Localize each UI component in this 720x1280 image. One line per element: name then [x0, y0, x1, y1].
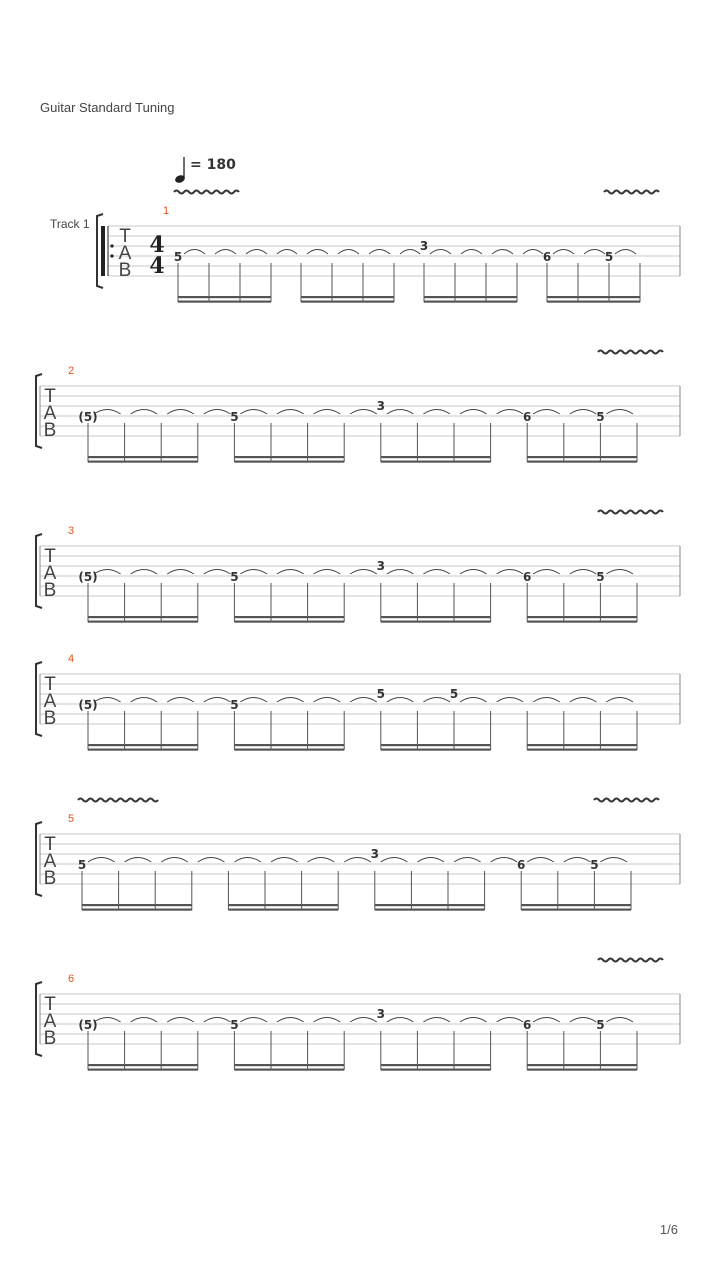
tie-slur [277, 698, 304, 703]
tie-slur [606, 1018, 633, 1023]
tie-slur [277, 1018, 304, 1023]
tab-letter-b: B [43, 580, 57, 601]
tie-slur [570, 570, 597, 575]
beam [234, 616, 344, 618]
tie-slur [308, 858, 335, 863]
beam [82, 909, 192, 911]
tie-slur [460, 698, 487, 703]
tie-slur [307, 250, 328, 255]
beam [527, 456, 637, 458]
fret-number: (5) [78, 698, 98, 712]
fret-number: 6 [523, 410, 532, 424]
beam [375, 909, 485, 911]
tie-slur [369, 250, 390, 255]
beam [521, 904, 631, 906]
measure-number: 4 [67, 653, 75, 665]
page-indicator: 1/6 [659, 1222, 678, 1237]
tie-slur [497, 570, 524, 575]
beam [88, 461, 198, 463]
beam [375, 904, 485, 906]
tie-slur [584, 250, 605, 255]
tie-slur [533, 1018, 560, 1023]
beam [424, 301, 517, 303]
tie-slur [240, 698, 267, 703]
tab-letter-b: B [43, 868, 57, 889]
tie-slur [564, 858, 591, 863]
tie-slur [277, 410, 304, 415]
system-bracket [36, 534, 42, 608]
fret-number: 5 [77, 858, 87, 872]
tie-slur [204, 1018, 231, 1023]
tie-slur [381, 858, 408, 863]
beam [381, 621, 491, 623]
system-bracket [36, 822, 42, 896]
beam [547, 296, 640, 298]
beam [424, 296, 517, 298]
tie-slur [167, 410, 194, 415]
beam [234, 461, 344, 463]
tie-slur [570, 1018, 597, 1023]
tie-slur [523, 250, 543, 255]
tie-slur [167, 1018, 194, 1023]
vibrato-mark [78, 799, 158, 802]
beam [88, 749, 198, 751]
fret-number: (5) [78, 1018, 98, 1032]
tie-slur [615, 250, 636, 255]
tab-letter-t: T [44, 674, 56, 695]
vibrato-mark [598, 511, 663, 514]
tie-slur [492, 250, 513, 255]
fret-number: 5 [230, 1018, 239, 1032]
tie-slur [460, 570, 487, 575]
tie-slur [338, 250, 359, 255]
tie-slur [460, 410, 487, 415]
fret-number: (5) [78, 410, 98, 424]
tie-slur [314, 410, 341, 415]
tab-letter-a: A [43, 691, 57, 712]
beam [178, 296, 271, 298]
tie-slur [204, 570, 231, 575]
beam [88, 1069, 198, 1071]
repeat-thick-bar [101, 226, 105, 276]
beam [381, 461, 491, 463]
fret-number: (5) [78, 570, 98, 584]
tab-system [36, 822, 680, 911]
beam [527, 621, 637, 623]
tie-slur [94, 570, 121, 575]
fret-number: 5 [230, 698, 239, 712]
tie-slur [606, 410, 633, 415]
tab-letter-a: A [118, 243, 132, 264]
tie-slur [497, 1018, 524, 1023]
fret-number: 6 [523, 1018, 532, 1032]
tab-letter-t: T [119, 226, 131, 247]
tab-system [36, 534, 680, 623]
beam [234, 1064, 344, 1066]
tab-letter-a: A [43, 403, 57, 424]
beam [88, 621, 198, 623]
tie-slur [460, 1018, 487, 1023]
tie-slur [277, 570, 304, 575]
tie-slur [125, 858, 152, 863]
fret-number: 3 [419, 239, 429, 253]
beam [234, 749, 344, 751]
vibrato-mark [604, 191, 659, 194]
tie-slur [131, 410, 158, 415]
tab-letter-a: A [43, 563, 57, 584]
fret-number: 3 [376, 559, 385, 573]
repeat-dot [110, 254, 113, 257]
tie-slur [234, 858, 261, 863]
tie-slur [430, 250, 451, 255]
tie-slur [161, 858, 188, 863]
tie-slur [400, 250, 420, 255]
tie-slur [570, 410, 597, 415]
tie-slur [350, 410, 377, 415]
tie-slur [314, 570, 341, 575]
tab-letter-t: T [44, 834, 56, 855]
tie-slur [461, 250, 482, 255]
measure-number: 3 [67, 525, 75, 537]
measure-number: 5 [67, 813, 75, 825]
tab-letter-b: B [43, 420, 57, 441]
beam [527, 1069, 637, 1071]
tab-letter-b: B [43, 708, 57, 729]
beam [381, 1069, 491, 1071]
tie-slur [533, 410, 560, 415]
beam [521, 909, 631, 911]
tab-system [36, 374, 680, 463]
time-sig-bottom: 4 [149, 253, 165, 279]
fret-number: 5 [230, 410, 239, 424]
tie-slur [497, 410, 524, 415]
tab-letter-t: T [44, 546, 56, 567]
beam [527, 461, 637, 463]
tab-system [97, 214, 680, 303]
fret-number: 5 [590, 858, 599, 872]
beam [88, 616, 198, 618]
fret-number: 5 [604, 250, 614, 264]
beam [88, 456, 198, 458]
tie-slur [344, 858, 371, 863]
fret-number: 5 [596, 1018, 605, 1032]
tie-slur [94, 1018, 121, 1023]
tab-letter-b: B [43, 1028, 57, 1049]
beam [527, 744, 637, 746]
repeat-dot [110, 244, 113, 247]
tie-slur [184, 250, 205, 255]
fret-number: 6 [542, 250, 552, 264]
fret-number: 5 [449, 687, 459, 701]
tie-slur [454, 858, 481, 863]
fret-number: 5 [596, 570, 605, 584]
tie-slur [600, 858, 627, 863]
tie-slur [314, 1018, 341, 1023]
tie-slur [204, 698, 231, 703]
tie-slur [94, 698, 121, 703]
tab-system [36, 662, 680, 751]
measure-number: 6 [67, 973, 75, 985]
tab-system [36, 982, 680, 1071]
tie-slur [606, 570, 633, 575]
tie-slur [240, 1018, 267, 1023]
beam [82, 904, 192, 906]
tie-slur [606, 698, 633, 703]
measure-number: 2 [67, 365, 75, 377]
tab-letter-a: A [43, 851, 57, 872]
beam [88, 744, 198, 746]
beam [527, 616, 637, 618]
system-bracket [36, 662, 42, 736]
time-sig-top: 4 [149, 232, 165, 258]
tie-slur [423, 698, 450, 703]
beam [234, 456, 344, 458]
beam [527, 1064, 637, 1066]
tie-slur [387, 570, 414, 575]
vibrato-mark [594, 799, 659, 802]
fret-number: 5 [230, 570, 239, 584]
beam [381, 1064, 491, 1066]
beam [234, 1069, 344, 1071]
beam [234, 744, 344, 746]
tie-slur [350, 698, 377, 703]
tie-slur [167, 698, 194, 703]
tuning-label: Guitar Standard Tuning [40, 100, 175, 115]
tie-slur [387, 410, 414, 415]
tie-slur [88, 858, 115, 863]
tab-letter-t: T [44, 994, 56, 1015]
tie-slur [350, 570, 377, 575]
beam [88, 1064, 198, 1066]
beam [527, 749, 637, 751]
beam [228, 904, 338, 906]
tie-slur [553, 250, 574, 255]
tie-slur [387, 1018, 414, 1023]
tie-slur [314, 698, 341, 703]
tie-slur [215, 250, 236, 255]
tie-slur [271, 858, 298, 863]
fret-number: 5 [173, 250, 183, 264]
track-label: Track 1 [50, 217, 90, 231]
tie-slur [533, 698, 560, 703]
tie-slur [131, 698, 158, 703]
beam [381, 744, 491, 746]
fret-number: 6 [517, 858, 526, 872]
beam [381, 456, 491, 458]
vibrato-mark [174, 191, 239, 194]
fret-number: 5 [596, 410, 605, 424]
fret-number: 5 [376, 687, 385, 701]
system-bracket [36, 374, 42, 448]
system-bracket [36, 982, 42, 1056]
tie-slur [350, 1018, 377, 1023]
tie-slur [277, 250, 297, 255]
beam [301, 301, 394, 303]
tie-slur [497, 698, 524, 703]
tie-slur [198, 858, 225, 863]
tie-slur [423, 570, 450, 575]
measure-number: 1 [162, 205, 170, 217]
beam [547, 301, 640, 303]
tab-letter-b: B [118, 260, 132, 281]
tie-slur [417, 858, 444, 863]
tab-letter-t: T [44, 386, 56, 407]
beam [381, 749, 491, 751]
tie-slur [527, 858, 554, 863]
fret-number: 3 [376, 1007, 385, 1021]
tab-letter-a: A [43, 1011, 57, 1032]
tie-slur [491, 858, 518, 863]
beam [381, 616, 491, 618]
beam [228, 909, 338, 911]
tie-slur [423, 1018, 450, 1023]
tie-slur [94, 410, 121, 415]
tie-slur [204, 410, 231, 415]
tie-slur [423, 410, 450, 415]
tie-slur [570, 698, 597, 703]
beam [178, 301, 271, 303]
tie-slur [131, 1018, 158, 1023]
beam [234, 621, 344, 623]
fret-number: 6 [523, 570, 532, 584]
tie-slur [246, 250, 267, 255]
tie-slur [387, 698, 414, 703]
tempo-marking: = 180 [190, 157, 236, 173]
vibrato-mark [598, 959, 663, 962]
fret-number: 3 [376, 399, 385, 413]
fret-number: 3 [370, 847, 379, 861]
tie-slur [131, 570, 158, 575]
vibrato-mark [598, 351, 663, 354]
tie-slur [533, 570, 560, 575]
tie-slur [240, 570, 267, 575]
tie-slur [167, 570, 194, 575]
tie-slur [240, 410, 267, 415]
beam [301, 296, 394, 298]
